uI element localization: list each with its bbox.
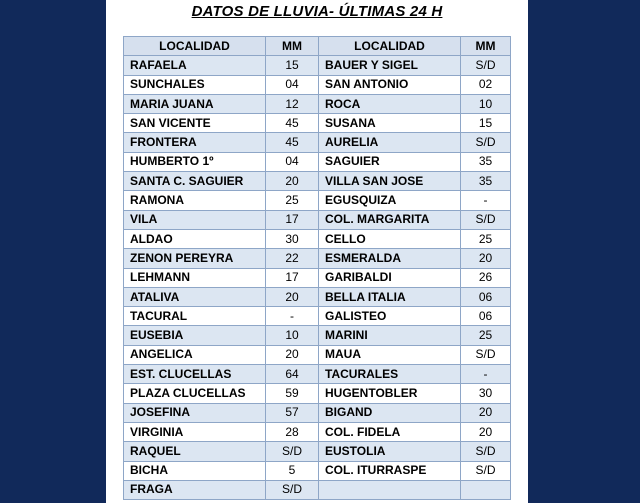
locality-cell: COL. MARGARITA	[319, 210, 461, 229]
locality-cell: SAN VICENTE	[124, 114, 266, 133]
rainfall-mm-cell: 57	[266, 403, 319, 422]
locality-cell: RAMONA	[124, 191, 266, 210]
rainfall-mm-cell: 04	[266, 152, 319, 171]
locality-cell: HUMBERTO 1º	[124, 152, 266, 171]
rainfall-mm-cell: 28	[266, 422, 319, 441]
locality-cell: TACURALES	[319, 365, 461, 384]
header-localidad-1: LOCALIDAD	[124, 37, 266, 56]
locality-cell: HUGENTOBLER	[319, 384, 461, 403]
rainfall-mm-cell: 20	[461, 249, 511, 268]
rainfall-mm-cell: 35	[461, 172, 511, 191]
locality-cell: SUSANA	[319, 114, 461, 133]
table-row	[124, 422, 511, 441]
locality-cell: SUNCHALES	[124, 75, 266, 94]
rainfall-mm-cell: 26	[461, 268, 511, 287]
rainfall-mm-cell	[461, 480, 511, 499]
header-localidad-2: LOCALIDAD	[319, 37, 461, 56]
rainfall-mm-cell: 15	[461, 114, 511, 133]
locality-cell: BIGAND	[319, 403, 461, 422]
rainfall-mm-cell: S/D	[461, 345, 511, 364]
rainfall-mm-cell: 20	[266, 287, 319, 306]
rainfall-mm-cell: 22	[266, 249, 319, 268]
locality-cell: EST. CLUCELLAS	[124, 365, 266, 384]
locality-cell: SANTA C. SAGUIER	[124, 172, 266, 191]
rainfall-mm-cell: S/D	[266, 480, 319, 499]
table-row	[124, 326, 511, 345]
table-row	[124, 56, 511, 75]
document-panel	[106, 0, 528, 503]
table-row	[124, 229, 511, 248]
rainfall-mm-cell: -	[461, 365, 511, 384]
table-row	[124, 249, 511, 268]
table-row	[124, 480, 511, 499]
table-row	[124, 152, 511, 171]
locality-cell: MARINI	[319, 326, 461, 345]
rainfall-mm-cell: 5	[266, 461, 319, 480]
table-row	[124, 461, 511, 480]
rainfall-table	[123, 36, 511, 500]
locality-cell: BELLA ITALIA	[319, 287, 461, 306]
locality-cell: EUSTOLIA	[319, 442, 461, 461]
locality-cell: ESMERALDA	[319, 249, 461, 268]
rainfall-mm-cell: 30	[266, 229, 319, 248]
rainfall-mm-cell: 02	[461, 75, 511, 94]
rainfall-mm-cell: 17	[266, 268, 319, 287]
locality-cell: SAGUIER	[319, 152, 461, 171]
rainfall-mm-cell: -	[461, 191, 511, 210]
locality-cell: LEHMANN	[124, 268, 266, 287]
locality-cell: PLAZA CLUCELLAS	[124, 384, 266, 403]
locality-cell: VIRGINIA	[124, 422, 266, 441]
rainfall-mm-cell: 20	[461, 403, 511, 422]
rainfall-mm-cell: 10	[461, 94, 511, 113]
locality-cell: FRONTERA	[124, 133, 266, 152]
rainfall-mm-cell: -	[266, 307, 319, 326]
locality-cell: GALISTEO	[319, 307, 461, 326]
rainfall-mm-cell: 12	[266, 94, 319, 113]
rainfall-mm-cell: 10	[266, 326, 319, 345]
locality-cell: MAUA	[319, 345, 461, 364]
rainfall-mm-cell: 20	[266, 172, 319, 191]
rainfall-mm-cell: S/D	[266, 442, 319, 461]
locality-cell: SAN ANTONIO	[319, 75, 461, 94]
rainfall-mm-cell: 04	[266, 75, 319, 94]
rainfall-mm-cell: 59	[266, 384, 319, 403]
locality-cell: FRAGA	[124, 480, 266, 499]
locality-cell: VILLA SAN JOSE	[319, 172, 461, 191]
table-row	[124, 307, 511, 326]
locality-cell: ANGELICA	[124, 345, 266, 364]
locality-cell: ROCA	[319, 94, 461, 113]
table-row	[124, 172, 511, 191]
rainfall-mm-cell: 25	[461, 229, 511, 248]
table-row	[124, 191, 511, 210]
rainfall-mm-cell: S/D	[461, 442, 511, 461]
rainfall-mm-cell: S/D	[461, 133, 511, 152]
locality-cell	[319, 480, 461, 499]
rainfall-mm-cell: 20	[266, 345, 319, 364]
locality-cell: CELLO	[319, 229, 461, 248]
table-row	[124, 345, 511, 364]
table-row	[124, 442, 511, 461]
table-row	[124, 365, 511, 384]
page-title: DATOS DE LLUVIA- ÚLTIMAS 24 H	[191, 3, 443, 20]
rainfall-mm-cell: 35	[461, 152, 511, 171]
rainfall-mm-cell: S/D	[461, 56, 511, 75]
locality-cell: ZENON PEREYRA	[124, 249, 266, 268]
locality-cell: RAFAELA	[124, 56, 266, 75]
header-mm-1: MM	[266, 37, 319, 56]
rainfall-mm-cell: 20	[461, 422, 511, 441]
rainfall-mm-cell: 25	[461, 326, 511, 345]
locality-cell: VILA	[124, 210, 266, 229]
table-row	[124, 133, 511, 152]
locality-cell: ALDAO	[124, 229, 266, 248]
table-row	[124, 75, 511, 94]
rainfall-mm-cell: 06	[461, 307, 511, 326]
rainfall-mm-cell: 17	[266, 210, 319, 229]
locality-cell: EGUSQUIZA	[319, 191, 461, 210]
header-mm-2: MM	[461, 37, 511, 56]
locality-cell: COL. ITURRASPE	[319, 461, 461, 480]
table-row	[124, 384, 511, 403]
rainfall-mm-cell: 06	[461, 287, 511, 306]
rainfall-mm-cell: 15	[266, 56, 319, 75]
rainfall-mm-cell: 64	[266, 365, 319, 384]
locality-cell: COL. FIDELA	[319, 422, 461, 441]
rainfall-mm-cell: 45	[266, 114, 319, 133]
locality-cell: EUSEBIA	[124, 326, 266, 345]
table-row	[124, 94, 511, 113]
rainfall-mm-cell: 30	[461, 384, 511, 403]
rainfall-mm-cell: S/D	[461, 461, 511, 480]
table-row	[124, 210, 511, 229]
rainfall-mm-cell: S/D	[461, 210, 511, 229]
table-body	[124, 56, 511, 500]
table-row	[124, 268, 511, 287]
locality-cell: AURELIA	[319, 133, 461, 152]
locality-cell: MARIA JUANA	[124, 94, 266, 113]
locality-cell: JOSEFINA	[124, 403, 266, 422]
table-header-row	[124, 37, 511, 56]
rainfall-mm-cell: 45	[266, 133, 319, 152]
locality-cell: RAQUEL	[124, 442, 266, 461]
table-row	[124, 403, 511, 422]
locality-cell: GARIBALDI	[319, 268, 461, 287]
locality-cell: BAUER Y SIGEL	[319, 56, 461, 75]
locality-cell: TACURAL	[124, 307, 266, 326]
locality-cell: BICHA	[124, 461, 266, 480]
rainfall-mm-cell: 25	[266, 191, 319, 210]
table-row	[124, 114, 511, 133]
locality-cell: ATALIVA	[124, 287, 266, 306]
table-row	[124, 287, 511, 306]
